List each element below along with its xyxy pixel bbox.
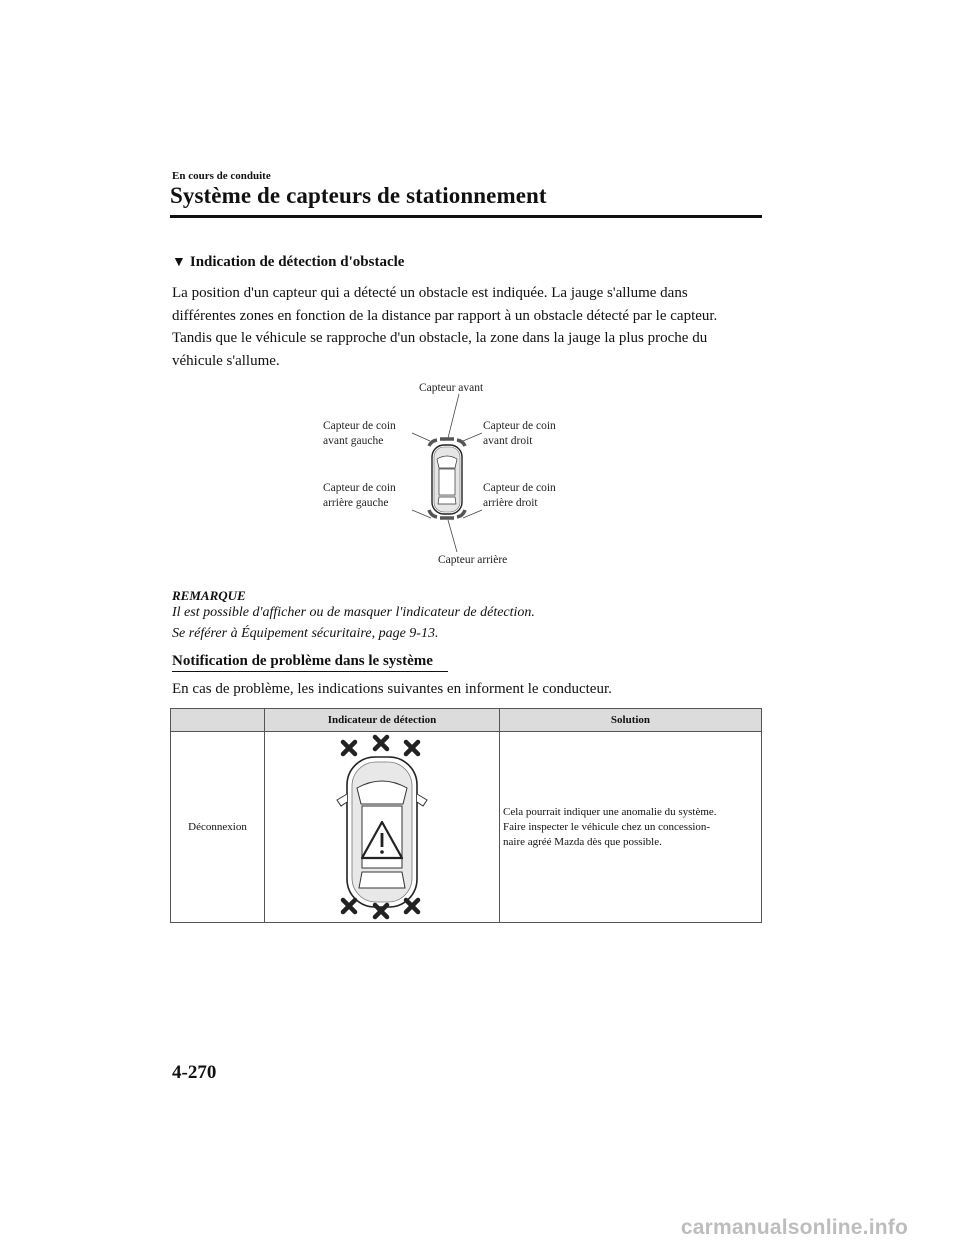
table-header: Solution	[500, 709, 762, 732]
label-line: arrière droit	[483, 497, 538, 509]
intro-paragraph	[172, 282, 767, 372]
note-line: Se référer à Équipement sécuritaire, page 9-13.	[172, 626, 439, 641]
table-row	[171, 732, 762, 923]
label-line: avant gauche	[323, 435, 384, 447]
label-rear-right-sensor	[483, 481, 556, 511]
section-label: En cours de conduite	[172, 170, 271, 182]
sensor-error-car-icon	[265, 732, 499, 922]
table-header	[171, 709, 265, 732]
watermark: carmanualsonline.info	[680, 1216, 908, 1239]
title-divider	[170, 215, 762, 218]
label-line: Capteur de coin	[323, 482, 396, 494]
solution-line: naire agréé Mazda dès que possible.	[503, 835, 662, 848]
note-line: Il est possible d'afficher ou de masquer l'indicateur de détection.	[172, 605, 535, 620]
solution-line: Cela pourrait indiquer une anomalie du système.	[503, 805, 717, 818]
car-top-view-icon	[300, 370, 600, 580]
solution-line: Faire inspecter le véhicule chez un concession-	[503, 820, 711, 833]
label-front-right-sensor	[483, 419, 556, 449]
indicator-cell	[265, 732, 500, 923]
solution-cell	[500, 732, 762, 923]
chapter-title: Système de capteurs de stationnement	[170, 183, 547, 208]
subsection-heading-text: Indication de détection d'obstacle	[189, 254, 405, 270]
label-front-left-sensor	[323, 419, 396, 449]
condition-cell: Déconnexion	[171, 732, 265, 923]
page-number: 4-270	[172, 1062, 217, 1083]
subsection-heading	[172, 254, 404, 271]
label-line: Capteur de coin	[483, 482, 556, 494]
note-heading: REMARQUE	[172, 588, 246, 603]
label-line: arrière gauche	[323, 497, 389, 509]
sensor-diagram	[300, 370, 600, 580]
label-line: avant droit	[483, 435, 533, 447]
label-front-sensor: Capteur avant	[419, 382, 484, 394]
paragraph-line: différentes zones en fonction de la distance par rapport à un obstacle détecté par le capteur.	[172, 307, 718, 324]
notification-heading: Notification de problème dans le système	[172, 653, 433, 669]
paragraph-line: La position d'un capteur qui a détecté un obstacle est indiquée. La jauge s'allume dans	[172, 285, 688, 301]
notification-heading-underline	[172, 671, 448, 672]
table-header-row	[171, 709, 762, 732]
label-line: Capteur de coin	[483, 420, 556, 432]
paragraph-line: véhicule s'allume.	[172, 352, 280, 369]
label-rear-sensor: Capteur arrière	[438, 554, 508, 566]
label-rear-left-sensor	[323, 481, 396, 511]
table-header: Indicateur de détection	[265, 709, 500, 732]
triangle-down-icon: ▼	[172, 255, 186, 270]
indication-table	[170, 708, 762, 923]
paragraph-line: Tandis que le véhicule se rapproche d'un obstacle, la zone dans la jauge la plus proche du	[172, 330, 708, 346]
label-line: Capteur de coin	[323, 420, 396, 432]
notification-intro: En cas de problème, les indications suivantes en informent le conducteur.	[172, 681, 612, 697]
